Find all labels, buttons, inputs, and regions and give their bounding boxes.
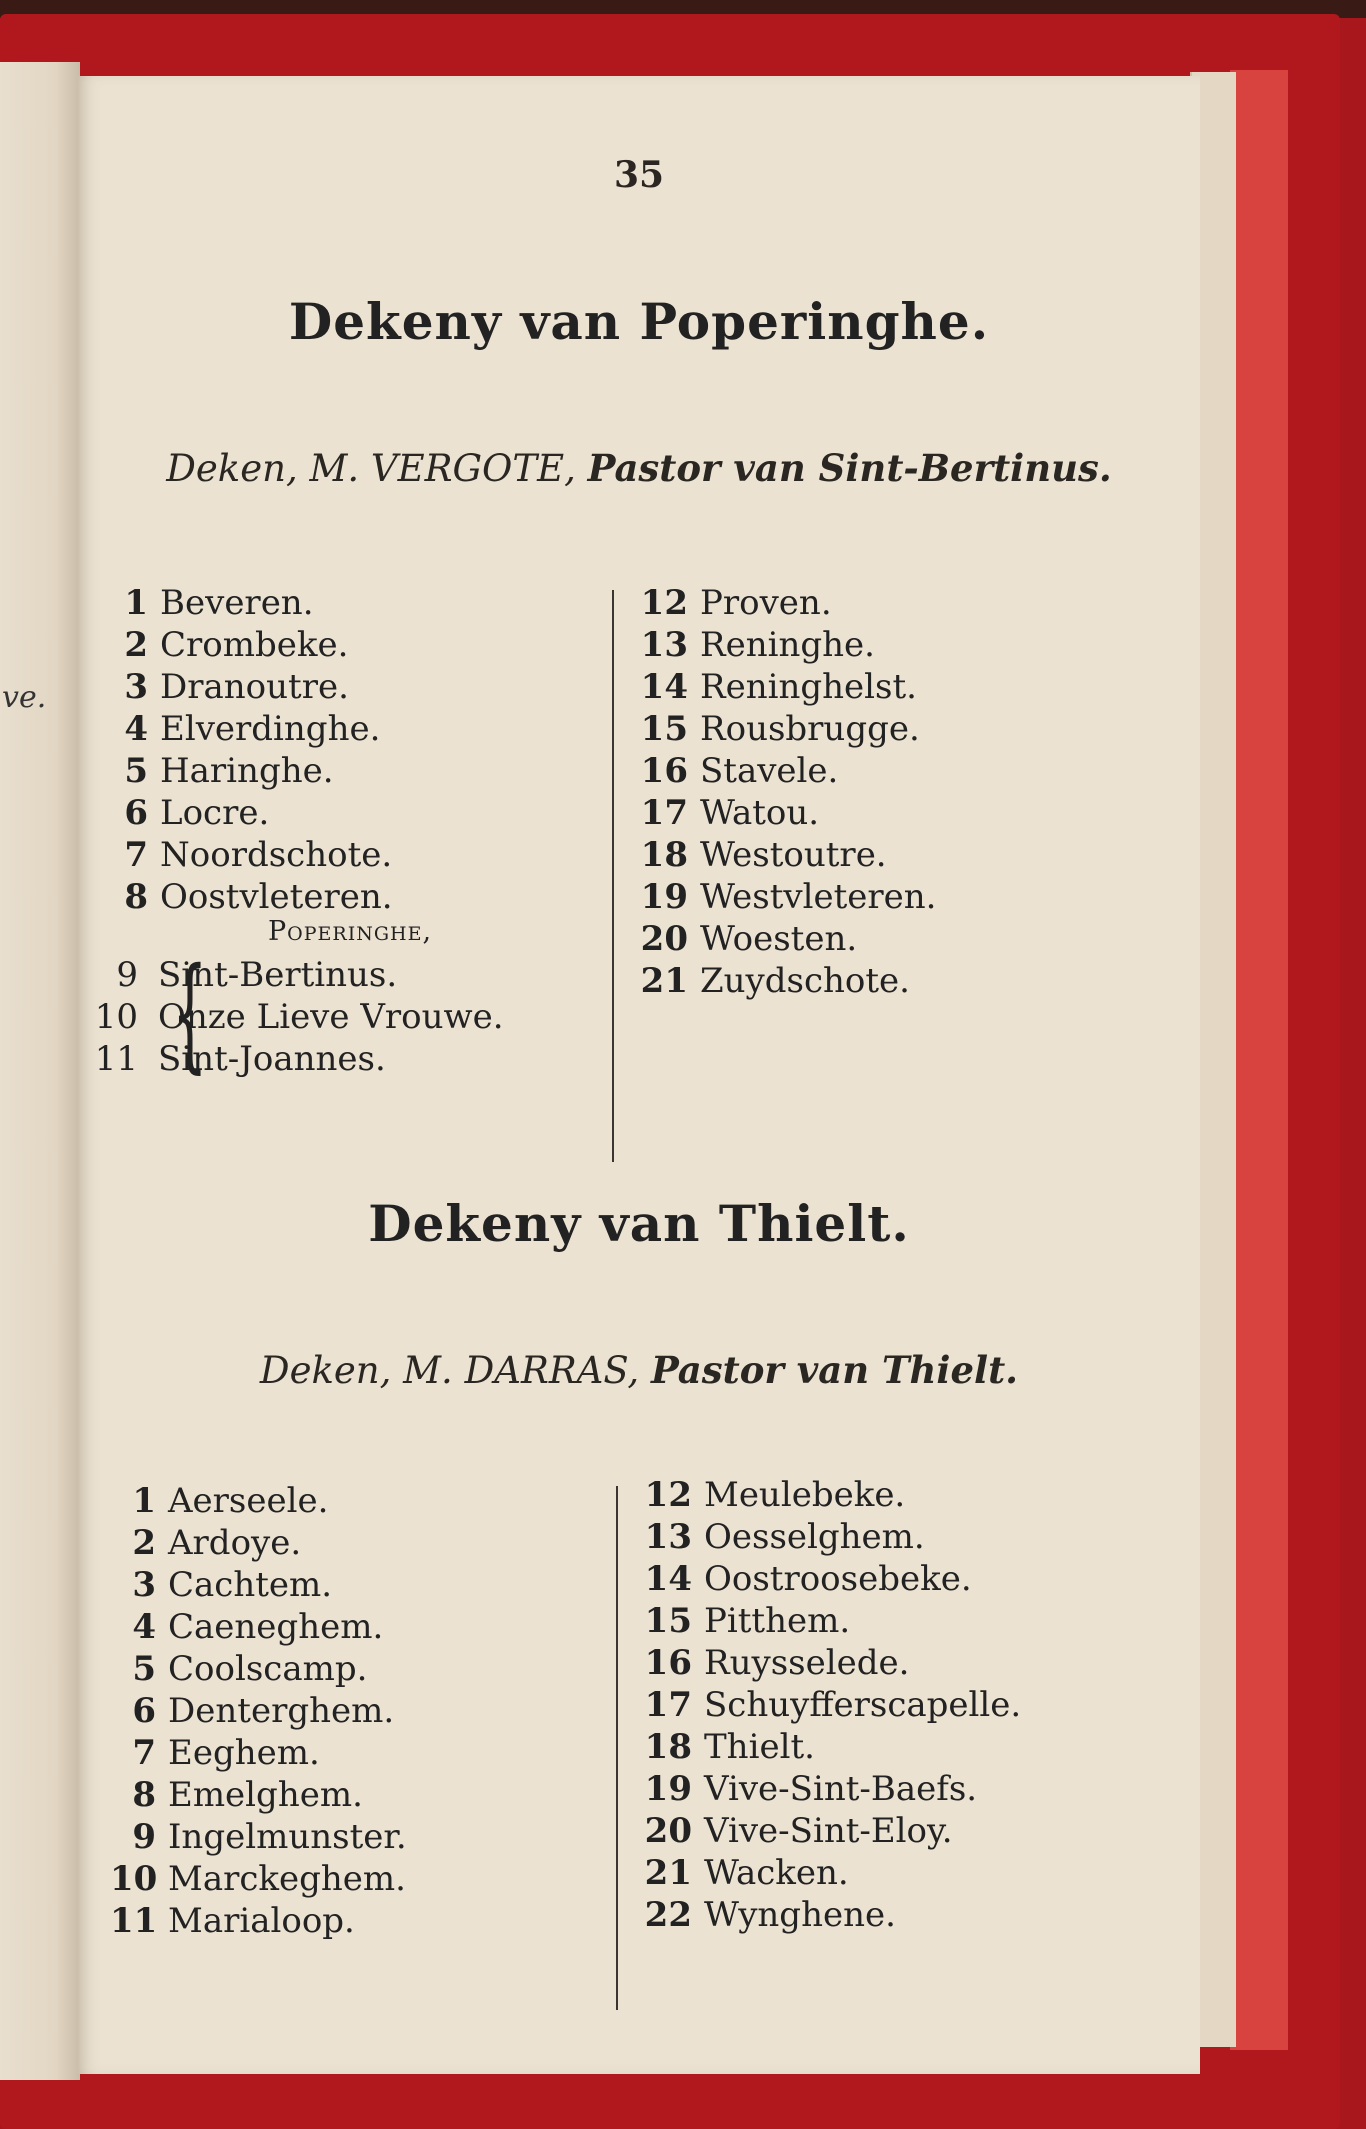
- list-item: 15 Rousbrugge.: [640, 709, 920, 749]
- dean-line-thielt: [78, 1348, 1200, 1392]
- list-item: 1 Aerseele.: [132, 1481, 329, 1521]
- list-item: 13 Oesselghem.: [644, 1517, 925, 1557]
- list-item: 9 Ingelmunster.: [132, 1817, 407, 1857]
- column-divider: [616, 1486, 618, 2010]
- list-item: 16 Stavele.: [640, 751, 839, 791]
- list-item: 1 Beveren.: [124, 583, 314, 623]
- list-item: 10 Marckeghem.: [110, 1859, 406, 1899]
- list-item: 6 Denterghem.: [132, 1691, 395, 1731]
- list-item: 3 Cachtem.: [132, 1565, 333, 1605]
- list-item: 22 Wynghene.: [644, 1895, 896, 1935]
- list-item: 12 Proven.: [640, 583, 832, 623]
- parish-list-right-thielt: [640, 1474, 1021, 1936]
- list-item: 11 Sint-Joannes.: [94, 1039, 386, 1079]
- list-item: 17 Watou.: [640, 793, 820, 833]
- list-item: 12 Meulebeke.: [644, 1475, 906, 1515]
- brace-symbol: {: [172, 942, 208, 1086]
- list-item: 5 Coolscamp.: [132, 1649, 368, 1689]
- left-page: [0, 62, 80, 2080]
- list-item: 14 Reninghelst.: [640, 667, 917, 707]
- list-item: 7 Noordschote.: [124, 835, 393, 875]
- list-item: 13 Reninghe.: [640, 625, 875, 665]
- parish-list-left-thielt: [110, 1480, 407, 1942]
- list-item: 21 Zuydschote.: [640, 961, 910, 1001]
- dean-name: M. DARRAS,: [403, 1349, 640, 1392]
- list-item: 15 Pitthem.: [644, 1601, 851, 1641]
- list-item: 18 Westoutre.: [640, 835, 887, 875]
- list-item: 5 Haringhe.: [124, 751, 334, 791]
- list-item: 16 Ruysselede.: [644, 1643, 910, 1683]
- list-item: 8 Oostvleteren.: [124, 877, 393, 917]
- list-item: 9 Sint-Bertinus.: [116, 955, 398, 995]
- list-item: 3 Dranoutre.: [124, 667, 349, 707]
- column-divider: [612, 590, 614, 1162]
- dean-name: M. VERGOTE,: [309, 447, 576, 490]
- cover-inner-edge: [1230, 70, 1288, 2050]
- list-item: 2 Crombeke.: [124, 625, 349, 665]
- list-item: 11 Marialoop.: [110, 1901, 355, 1941]
- section-heading-poperinghe: Dekeny van Poperinghe.: [288, 292, 990, 351]
- list-item: 21 Wacken.: [644, 1853, 849, 1893]
- parish-list-left-poperinghe: [102, 582, 393, 918]
- list-item: 20 Woesten.: [640, 919, 858, 959]
- page-35: [78, 76, 1200, 2074]
- dean-title: Deken,: [259, 1349, 392, 1392]
- page-number: 35: [613, 154, 665, 196]
- left-page-fragment: ve.: [2, 680, 47, 715]
- list-item: 19 Vive-Sint-Baefs.: [644, 1769, 978, 1809]
- list-item: 14 Oostroosebeke.: [644, 1559, 972, 1599]
- list-item: 4 Elverdinghe.: [124, 709, 381, 749]
- list-item: 10 Onze Lieve Vrouwe.: [94, 997, 504, 1037]
- poperinghe-group-list: [88, 942, 504, 1086]
- dean-line-poperinghe: [78, 446, 1200, 490]
- list-item: 19 Westvleteren.: [640, 877, 937, 917]
- group-label-poperinghe: Poperinghe,: [268, 916, 433, 947]
- list-item: 2 Ardoye.: [132, 1523, 302, 1563]
- list-item: 18 Thielt.: [644, 1727, 815, 1767]
- section-heading-thielt: Dekeny van Thielt.: [368, 1194, 910, 1253]
- dean-title: Deken,: [166, 447, 298, 490]
- parish-list-right-poperinghe: [636, 582, 936, 1002]
- list-item: 6 Locre.: [124, 793, 270, 833]
- list-item: 7 Eeghem.: [132, 1733, 320, 1773]
- list-item: 20 Vive-Sint-Eloy.: [644, 1811, 953, 1851]
- list-item: 17 Schuyfferscapelle.: [644, 1685, 1022, 1725]
- list-item: 8 Emelghem.: [132, 1775, 363, 1815]
- dean-role: Pastor van Sint-Bertinus.: [587, 446, 1112, 490]
- dean-role: Pastor van Thielt.: [650, 1348, 1019, 1392]
- list-item: 4 Caeneghem.: [132, 1607, 384, 1647]
